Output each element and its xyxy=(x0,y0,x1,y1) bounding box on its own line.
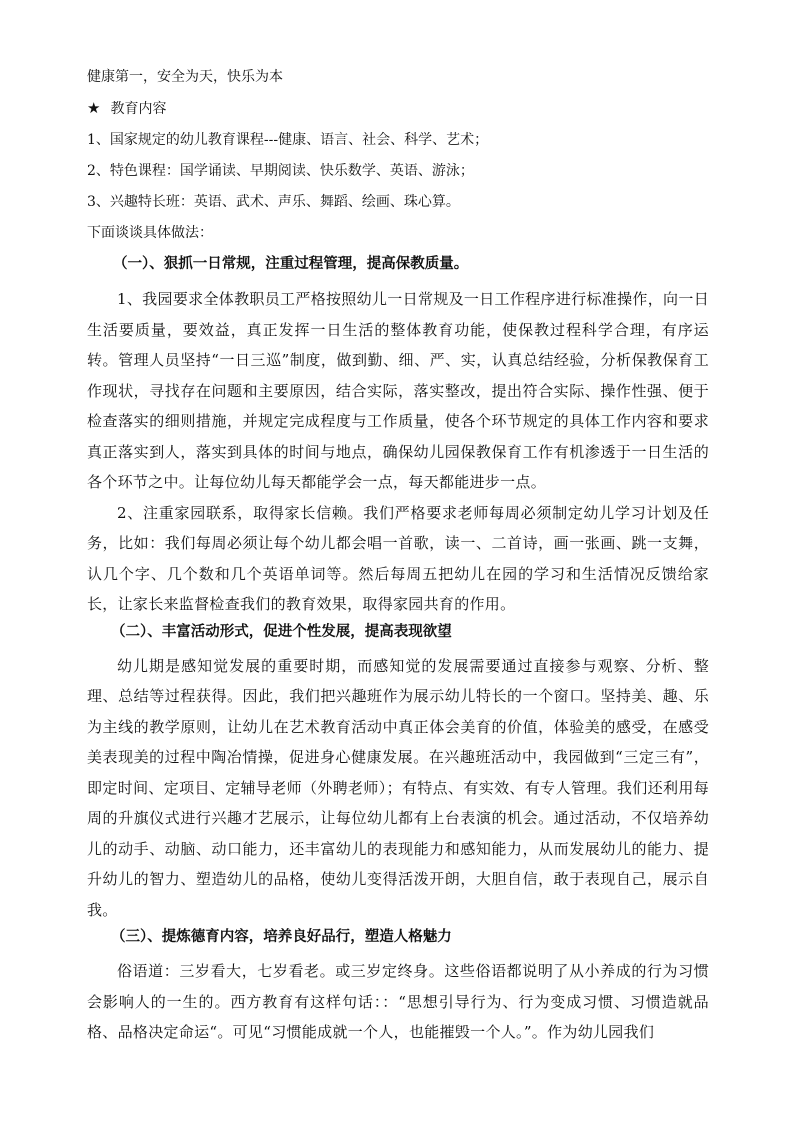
section-1-paragraph-2: 2、注重家园联系，取得家长信赖。我们严格要求老师每周必须制定幼儿学习计划及任务，比如：我们每周必须让每个幼儿都会唱一首歌，读一、二首诗，画一张画、跳一支舞，认几个字、几个数和几个英语单词等。然后每周五把幼儿在园的学习和生活情况反馈给家长，让家长来监督检查我们的教育效果，取得家园共育的作用。 xyxy=(87,503,709,613)
section-1-paragraph-1: 1、我园要求全体教职员工严格按照幼儿一日常规及一日工作程序进行标准操作，向一日生活要质量，要效益，真正发挥一日生活的整体教育功能，使保教过程科学合理，有序运转。管理人员坚持“一日三巡”制度，做到勤、细、严、实，认真总结经验，分析保教保育工作现状，寻找存在问题和主要原因，结合实际，落实整改，提出符合实际、操作性强、便于检查落实的细则措施，并规定完成程度与工作质量，使各个环节规定的具体工作内容和要求真正落实到人，落实到具体的时间与地点，确保幼儿园保教保育工作有机渗透于一日生活的各个环节之中。让每位幼儿每天都能学会一点，每天都能进步一点。 xyxy=(87,290,709,491)
section-1-heading: （一）、狠抓一日常规，注重过程管理，提高保教质量。 xyxy=(113,255,469,272)
edu-title-line xyxy=(87,98,709,119)
section-2-paragraph-1: 幼儿期是感知觉发展的重要时期，而感知觉的发展需要通过直接参与观察、分析、整理、总结等过程获得。因此，我们把兴趣班作为展示幼儿特长的一个窗口。坚持美、趣、乐为主线的教学原则，让幼儿在艺术教育活动中真正体会美育的价值，体验美的感受，在感受美表现美的过程中陶冶情操，促进身心健康发展。在兴趣班活动中，我园做到“三定三有”，即定时间、定项目、定辅导老师（外聘老师）；有特点、有实效、有专人管理。我们还利用每周的升旗仪式进行兴趣才艺展示，让每位幼儿都有上台表演的机会。通过活动，不仅培养幼儿的动手、动脑、动口能力，还丰富幼儿的表现能力和感知能力，从而发展幼儿的能力、提升幼儿的智力、塑造幼儿的品格，使幼儿变得活泼开朗，大胆自信，敢于表现自己，展示自我。 xyxy=(87,656,709,919)
section-2-heading: （二）、丰富活动形式，促进个性发展，提高表现欲望 xyxy=(111,622,452,640)
section-3-heading: （三）、提炼德育内容，培养良好品行，塑造人格魅力 xyxy=(111,928,452,945)
intro-line: 下面谈谈具体做法： xyxy=(87,225,213,241)
section-3-paragraph-1: 俗语道：三岁看大，七岁看老。或三岁定终身。这些俗语都说明了从小养成的行为习惯会影响人的一生的。西方教育有这样句话：：“思想引导行为、行为变成习惯、习惯造就品格、品格决定命运“。可见“习惯能成就一个人，也能摧毁一个人。”。作为幼儿园我们 xyxy=(87,962,709,1041)
star-icon: ★ xyxy=(87,99,101,117)
edu-item-2: 2、特色课程：国学诵读、早期阅读、快乐数学、英语、游泳； xyxy=(87,163,474,179)
edu-title-text: 教育内容 xyxy=(110,101,167,117)
document-body xyxy=(87,67,709,1048)
edu-item-1: 1、国家规定的幼儿教育课程---健康、语言、社会、科学、艺术； xyxy=(87,132,489,148)
edu-item-3: 3、兴趣特长班：英语、武术、声乐、舞蹈、绘画、珠心算。 xyxy=(87,194,460,210)
motto-line: 健康第一，安全为天，快乐为本 xyxy=(87,69,283,85)
